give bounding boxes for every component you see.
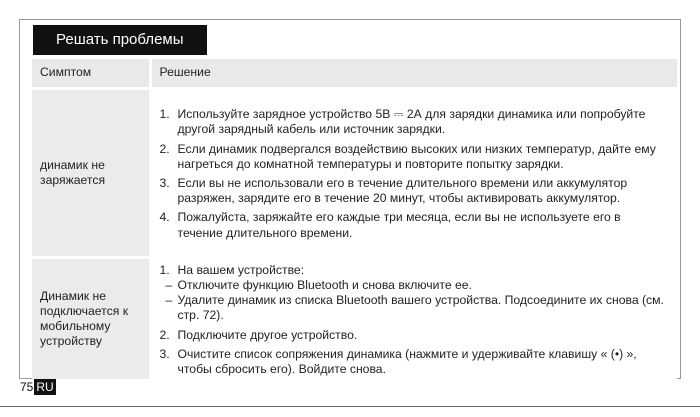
header-symptom: Симптом <box>32 59 150 89</box>
step-text: На вашем устройстве: <box>177 262 305 277</box>
table-header-row <box>32 59 677 89</box>
step-number: 2. <box>159 141 170 156</box>
step-number: 2. <box>159 327 170 342</box>
step-text: Если вы не использовали его в течение длительного времени или аккумулятор разряжен, зарядите его в течение 20 минут, чтобы активировать аккумулятор. <box>177 176 628 206</box>
symptom-not-connecting: Динамик не подключается к мобильному устройству <box>32 258 150 380</box>
solution-step <box>160 142 670 172</box>
solution-substep <box>160 293 670 323</box>
substep-text: Удалите динамик из списка Bluetooth вашего устройства. Подсоедините их снова (см. стр. 72). <box>177 293 664 323</box>
table-row <box>32 258 677 380</box>
table-row <box>32 89 677 258</box>
page-footer <box>20 379 56 395</box>
step-text: Очистите список сопряжения динамика (нажмите и удерживайте клавишу « (•) », чтобы сбросить его). Войдите снова. <box>177 346 637 376</box>
dash-marker: – <box>165 293 173 308</box>
header-solution: Решение <box>150 59 677 89</box>
step-number: 1. <box>159 262 170 277</box>
language-badge: RU <box>36 380 54 394</box>
substep-text: Отключите функцию Bluetooth и снова включите ее. <box>177 277 472 292</box>
solution-step <box>160 347 670 377</box>
solution-step <box>160 263 670 278</box>
solution-not-charging <box>150 89 677 258</box>
page-number: 75 <box>20 380 34 394</box>
step-text: Подключите другое устройство. <box>177 327 358 342</box>
symptom-not-charging: динамик не заряжается <box>32 89 150 258</box>
solution-step <box>160 176 670 206</box>
step-text: Используйте зарядное устройство 5В ⎓ 2А для зарядки динамика или попробуйте другой зарядный кабель или источник зарядки. <box>177 107 646 137</box>
solution-not-connecting <box>150 258 677 380</box>
step-number: 1. <box>159 107 170 122</box>
step-text: Пожалуйста, заряжайте его каждые три месяца, если вы не используете его в течение длительного времени. <box>177 210 621 240</box>
section-title: Решать проблемы <box>33 25 207 55</box>
troubleshooting-table <box>32 59 677 379</box>
solution-substep <box>160 278 670 293</box>
step-text: Если динамик подвергался воздействию высоких или низких температур, дайте ему нагреться до комнатной температуры и повторите попытку зарядки. <box>177 141 656 171</box>
solution-step <box>160 210 670 240</box>
dash-marker: – <box>165 277 173 292</box>
bottom-divider <box>0 406 700 407</box>
step-number: 3. <box>159 346 170 361</box>
step-number: 4. <box>159 210 170 225</box>
solution-step <box>160 107 670 137</box>
step-number: 3. <box>159 176 170 190</box>
solution-step <box>160 328 670 343</box>
